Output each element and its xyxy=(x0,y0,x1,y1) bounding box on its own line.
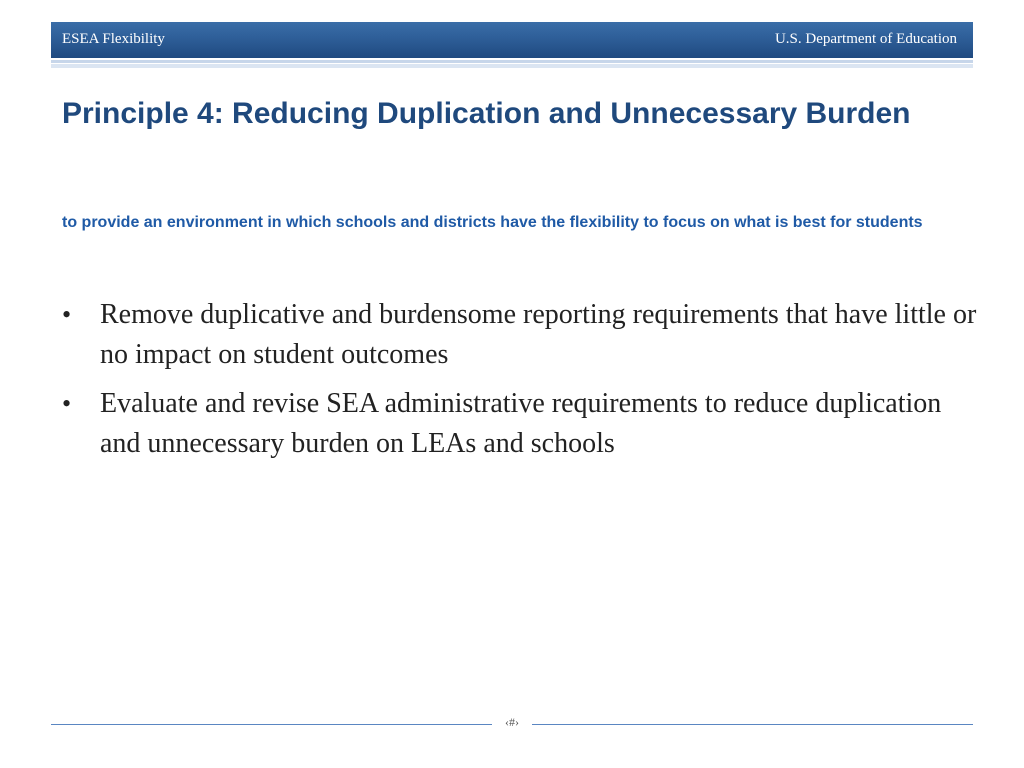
bullet-item xyxy=(62,295,977,375)
bullet-list xyxy=(62,295,977,473)
bullet-item xyxy=(62,384,977,464)
header-divider-top xyxy=(51,60,973,63)
footer-divider-right xyxy=(532,724,973,725)
header-department-name: U.S. Department of Education xyxy=(774,31,957,47)
header-divider-bottom xyxy=(51,64,973,68)
bullet-marker: • xyxy=(62,300,72,329)
bullet-marker: • xyxy=(62,389,72,418)
header-program-name: ESEA Flexibility xyxy=(62,31,165,47)
header-bar xyxy=(51,22,973,58)
bullet-text: Evaluate and revise SEA administrative requirements to reduce duplication and unnecessary burden on LEAs and schools xyxy=(100,388,942,459)
bullet-text: Remove duplicative and burdensome reporting requirements that have little or no impact on student outcomes xyxy=(100,299,977,370)
slide-subtitle: to provide an environment in which schools and districts have the flexibility to focus on what is best for students xyxy=(62,214,923,231)
page-number: ‹#› xyxy=(505,715,519,729)
footer-divider-left xyxy=(51,724,492,725)
slide-title: Principle 4: Reducing Duplication and Unnecessary Burden xyxy=(62,97,911,130)
